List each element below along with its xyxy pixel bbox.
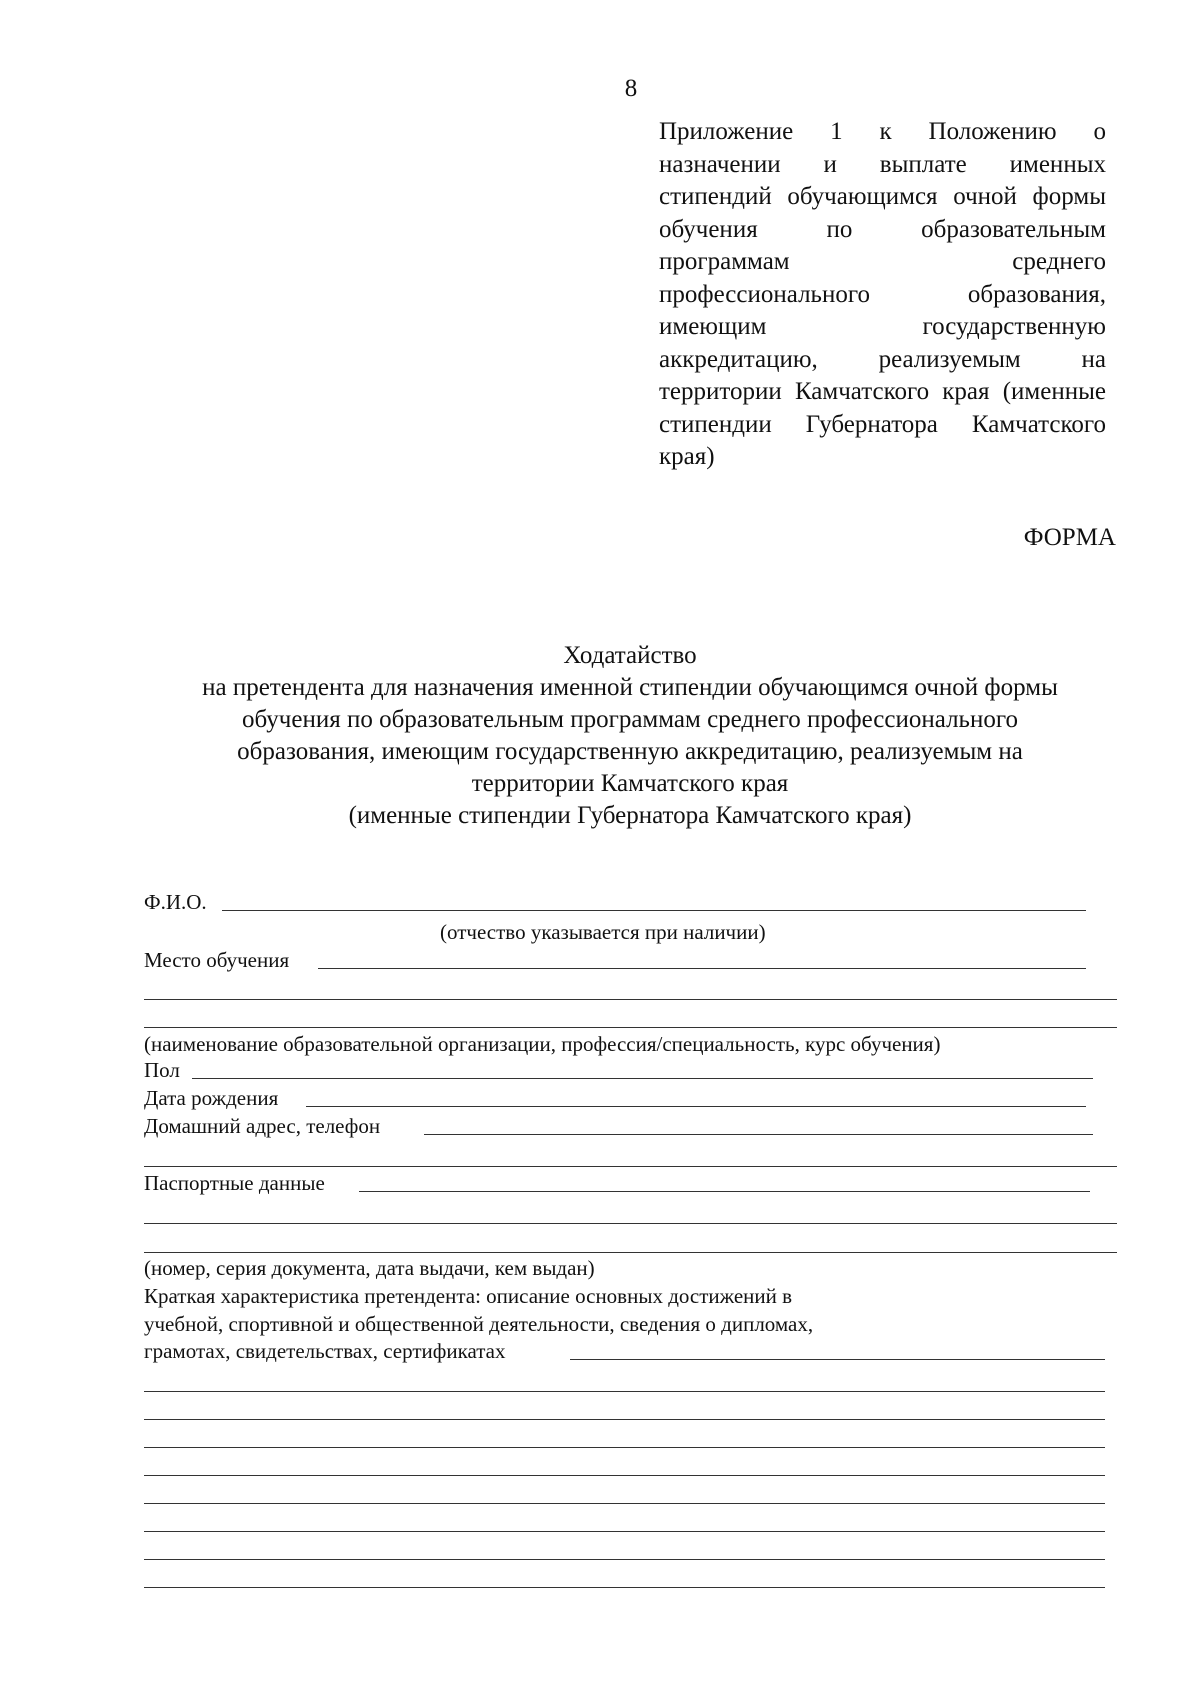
characteristic-prompt-line: Краткая характеристика претендента: описание основных достижений в xyxy=(144,1284,793,1308)
address-phone-label: Домашний адрес, телефон xyxy=(144,1114,381,1138)
characteristic-extra-line[interactable] xyxy=(144,1503,1105,1504)
characteristic-input-line[interactable] xyxy=(570,1359,1105,1360)
passport-extra-line[interactable] xyxy=(144,1223,1117,1224)
gender-input-line[interactable] xyxy=(192,1078,1093,1079)
characteristic-label: грамотах, свидетельствах, сертификатах xyxy=(144,1339,506,1363)
birth-date-label: Дата рождения xyxy=(144,1086,279,1110)
appendix-reference: Приложение 1 к Положению о назначении и выплате именных стипендий обучающимся очной формы обучения по образовательным программам среднего профессионального образования, имеющим государственную аккредитацию, реализуемым на территории Камчатского края (именные стипендии Губернатора Камчатского края) xyxy=(659,118,1106,470)
petition-subtitle-line: (именные стипендии Губернатора Камчатского края) xyxy=(348,802,912,829)
birth-date-input-line[interactable] xyxy=(306,1106,1086,1107)
petition-heading: Ходатайство xyxy=(563,642,697,669)
characteristic-extra-line[interactable] xyxy=(144,1475,1105,1476)
characteristic-extra-line[interactable] xyxy=(144,1531,1105,1532)
birth-date-field[interactable] xyxy=(144,1087,1086,1111)
passport-extra-line[interactable] xyxy=(144,1252,1117,1253)
gender-field[interactable] xyxy=(144,1059,1093,1083)
characteristic-extra-line[interactable] xyxy=(144,1587,1105,1588)
fio-field[interactable] xyxy=(144,891,1086,915)
characteristic-prompt-line: учебной, спортивной и общественной деятельности, сведения о дипломах, xyxy=(144,1312,814,1336)
passport-label: Паспортные данные xyxy=(144,1171,325,1195)
characteristic-field[interactable] xyxy=(144,1340,1105,1364)
study-place-field[interactable] xyxy=(144,949,1086,973)
passport-input-line[interactable] xyxy=(359,1191,1090,1192)
characteristic-extra-line[interactable] xyxy=(144,1419,1105,1420)
passport-field[interactable] xyxy=(144,1172,1090,1196)
fio-input-line[interactable] xyxy=(222,910,1086,911)
petition-subtitle-line: на претендента для назначения именной стипендии обучающимся очной формы xyxy=(202,674,1058,701)
study-place-input-line[interactable] xyxy=(318,968,1086,969)
address-phone-input-line[interactable] xyxy=(424,1134,1093,1135)
study-place-label: Место обучения xyxy=(144,948,290,972)
study-place-extra-line[interactable] xyxy=(144,1027,1117,1028)
address-phone-field[interactable] xyxy=(144,1115,1093,1139)
address-extra-line[interactable] xyxy=(144,1166,1117,1167)
characteristic-extra-line[interactable] xyxy=(144,1559,1105,1560)
passport-hint: (номер, серия документа, дата выдачи, кем выдан) xyxy=(144,1256,595,1280)
form-label: ФОРМА xyxy=(1023,524,1116,551)
page-number: 8 xyxy=(624,75,638,102)
study-place-hint: (наименование образовательной организации, профессия/специальность, курс обучения) xyxy=(144,1032,941,1056)
fio-hint: (отчество указывается при наличии) xyxy=(440,920,766,944)
gender-label: Пол xyxy=(144,1058,180,1082)
petition-subtitle-line: территории Камчатского края xyxy=(471,770,789,797)
study-place-extra-line[interactable] xyxy=(144,999,1117,1000)
petition-title-block xyxy=(130,640,1130,832)
petition-subtitle-line: обучения по образовательным программам среднего профессионального xyxy=(242,706,1018,733)
characteristic-extra-line[interactable] xyxy=(144,1447,1105,1448)
petition-subtitle-line: образования, имеющим государственную аккредитацию, реализуемым на xyxy=(237,738,1023,765)
characteristic-extra-line[interactable] xyxy=(144,1391,1105,1392)
fio-label: Ф.И.О. xyxy=(144,890,207,914)
